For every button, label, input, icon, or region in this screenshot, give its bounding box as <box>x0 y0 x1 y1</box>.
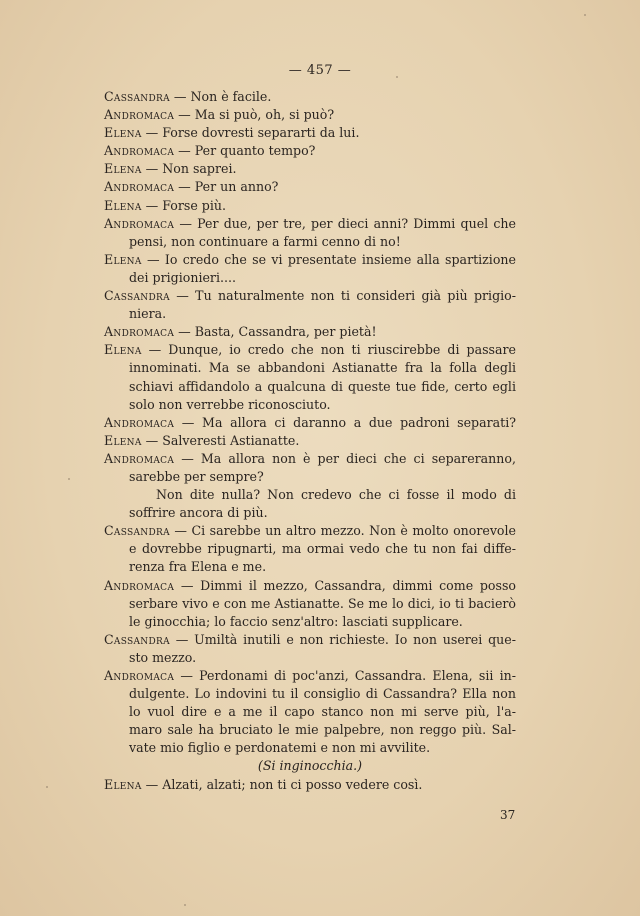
line-text: — Per due, per tre, per dieci anni? Dimmi quel che <box>174 215 516 231</box>
paper-speck <box>396 76 398 78</box>
speaker-name: Andromaca <box>104 668 175 683</box>
dialogue-line <box>104 577 516 595</box>
continuation-line: le ginocchia; lo faccio senz'altro: lasciati supplicare. <box>129 613 463 629</box>
continuation-line: innominati. Ma se abbandoni Astianatte fra la folla degli <box>129 360 516 376</box>
dialogue-line <box>104 631 516 649</box>
dialogue-line <box>104 287 516 305</box>
speaker-name: Andromaca <box>104 143 175 159</box>
dialogue-line <box>104 142 516 160</box>
continuation-line: lo vuol dire e a me il capo stanco non mi serve più, l'a- <box>129 704 516 720</box>
speaker-name: Elena <box>104 161 142 177</box>
paper-speck <box>46 786 48 788</box>
line-text: — Ma si può, oh, si può? <box>174 107 335 123</box>
speaker-name: Andromaca <box>104 324 175 340</box>
line-text: — Forse dovresti separarti da lui. <box>141 125 360 141</box>
line-text: — Dimmi il mezzo, Cassandra, dimmi come posso <box>174 577 516 593</box>
continuation-line: serbare vivo e con me Astianatte. Se me lo dici, io ti bacierò <box>129 595 516 611</box>
speaker-name: Andromaca <box>104 179 175 195</box>
speaker-name: Andromaca <box>104 414 175 430</box>
stage-direction: (Si inginocchia.) <box>257 758 363 774</box>
speaker-name: Elena <box>104 197 142 213</box>
dialogue-line <box>104 341 516 359</box>
continuation-line: sarebbe per sempre? <box>129 468 264 484</box>
dialogue-line <box>104 522 516 540</box>
dialogue-line <box>104 414 516 432</box>
paper-speck <box>68 478 70 480</box>
line-text: — Ma allora non è per dieci che ci separeranno, <box>174 450 516 466</box>
continuation-line: dei prigionieri.... <box>129 269 236 285</box>
dialogue-line <box>104 88 516 106</box>
line-text: — Non è facile. <box>169 89 272 104</box>
speaker-name: Cassandra <box>104 523 170 539</box>
line-text: — Alzati, alzati; non ti ci posso vedere così. <box>141 776 423 792</box>
continuation-line: maro sale ha bruciato le mie palpebre, non reggo più. Sal- <box>129 722 516 738</box>
dialogue-body <box>104 88 516 794</box>
line-text: — Basta, Cassandra, per pietà! <box>174 324 377 340</box>
line-text: — Io credo che se vi presentate insieme alla spartizione <box>141 251 516 267</box>
speaker-name: Andromaca <box>104 215 175 231</box>
paper-speck <box>184 904 186 906</box>
dialogue-line <box>104 667 516 685</box>
dialogue-line <box>104 251 516 269</box>
dialogue-line <box>104 124 516 142</box>
dialogue-line <box>104 215 516 233</box>
speaker-name: Elena <box>104 125 142 141</box>
line-text: — Dunque, io credo che non ti riuscirebbe di passare <box>141 342 516 358</box>
speaker-name: Cassandra <box>104 89 170 104</box>
line-text: — Per quanto tempo? <box>174 143 316 159</box>
speaker-name: Elena <box>104 342 142 358</box>
dialogue-line <box>104 323 516 341</box>
continuation-line: e dovrebbe ripugnarti, ma ormai vedo che tu non fai diffe- <box>129 541 516 557</box>
dialogue-line <box>104 106 516 124</box>
dialogue-line <box>104 776 516 794</box>
dialogue-line <box>104 160 516 178</box>
continuation-line: sto mezzo. <box>129 649 197 665</box>
speaker-name: Andromaca <box>104 107 175 123</box>
dialogue-line <box>104 197 516 215</box>
line-text: — Forse più. <box>141 197 226 213</box>
continuation-line: schiavi affidandolo a qualcuna di queste tue fide, certo egli <box>129 378 516 394</box>
speaker-name: Elena <box>104 432 142 448</box>
speaker-name: Andromaca <box>104 577 175 593</box>
dialogue-line <box>104 432 516 450</box>
continuation-line: niera. <box>129 306 167 322</box>
continuation-line: pensi, non continuare a farmi cenno di no! <box>129 233 401 249</box>
speaker-name: Andromaca <box>104 450 175 466</box>
paragraph-line: Non dite nulla? Non credevo che ci fosse il modo di <box>156 487 516 503</box>
speaker-name: Cassandra <box>104 288 170 304</box>
line-text: — Perdonami di poc'anzi, Cassandra. Elena, sii in- <box>174 668 516 683</box>
line-text: — Per un anno? <box>174 179 279 195</box>
line-text: — Umiltà inutili e non richieste. Io non userei que- <box>169 631 516 647</box>
line-text: — Salveresti Astianatte. <box>141 432 300 448</box>
speaker-name: Elena <box>104 251 142 267</box>
speaker-name: Cassandra <box>104 631 170 647</box>
line-text: — Non saprei. <box>141 161 237 177</box>
speaker-name: Elena <box>104 776 142 792</box>
continuation-line: solo non verrebbe riconosciuto. <box>129 396 331 412</box>
continuation-line: dulgente. Lo indovini tu il consiglio di Cassandra? Ella non <box>129 686 516 702</box>
page-header: — 457 — <box>288 63 352 78</box>
line-text: — Ci sarebbe un altro mezzo. Non è molto onorevole <box>169 523 516 539</box>
continuation-line: renza fra Elena e me. <box>129 559 267 575</box>
paper-speck <box>584 14 586 16</box>
line-text: — Ma allora ci daranno a due padroni separati? <box>174 414 516 430</box>
signature-mark: 37 <box>500 808 516 822</box>
dialogue-line <box>104 178 516 196</box>
continuation-line: vate mio figlio e perdonatemi e non mi avvilite. <box>129 740 431 756</box>
dialogue-line <box>104 450 516 468</box>
continuation-line: soffrire ancora di più. <box>129 505 268 521</box>
line-text: — Tu naturalmente non ti consideri già più prigio- <box>169 288 516 304</box>
